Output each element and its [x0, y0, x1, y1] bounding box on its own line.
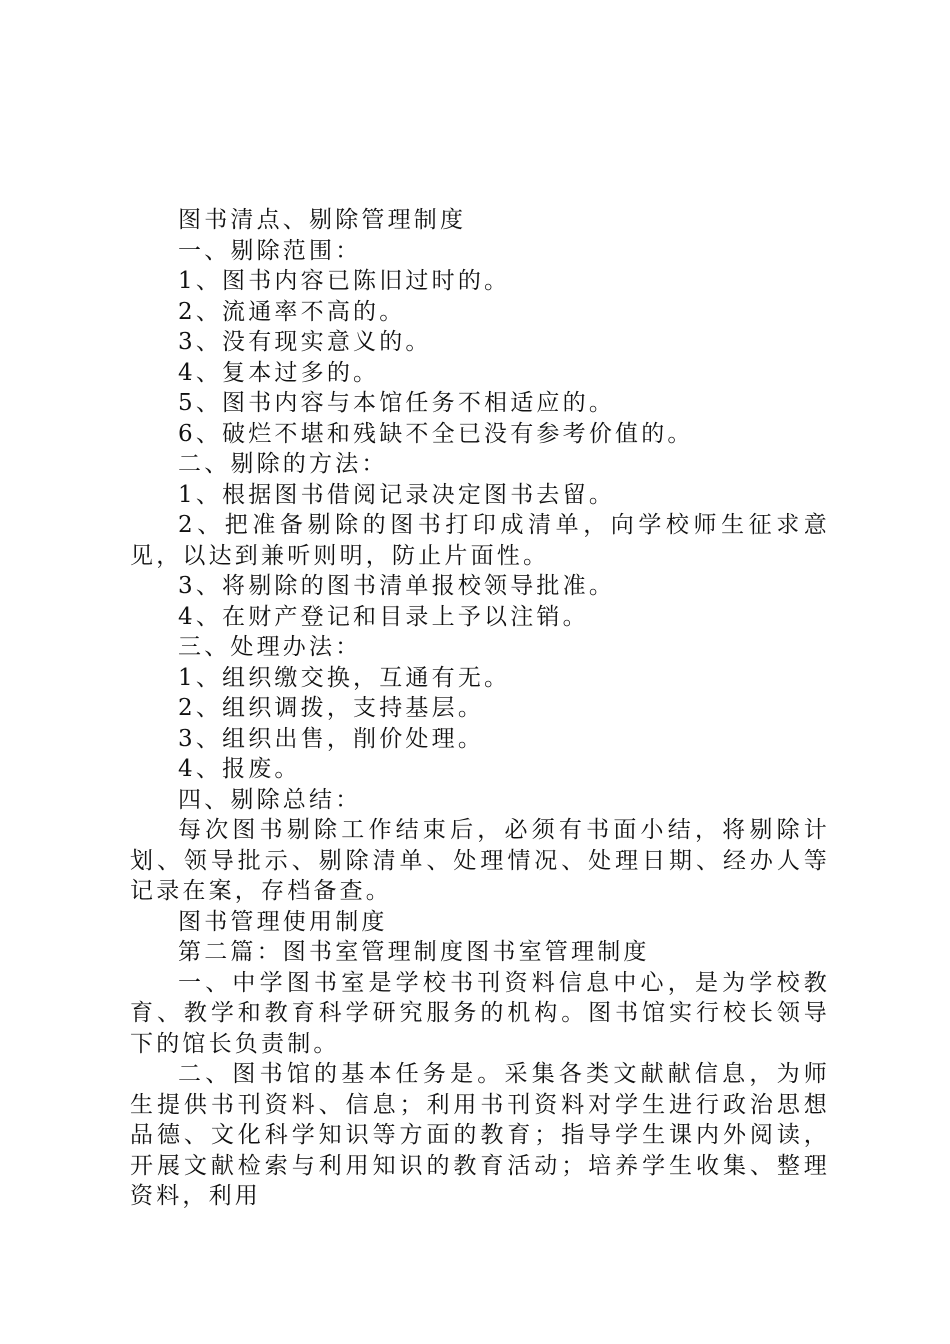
list-item: 2、流通率不高的。: [178, 298, 406, 325]
chapter-title: 第二篇：图书室管理制度图书室管理制度: [178, 939, 650, 965]
list-item: 4、复本过多的。: [178, 359, 380, 386]
list-item: 3、没有现实意义的。: [178, 329, 432, 355]
body-paragraph: 一、中学图书室是学校书刊资料信息中心，是为学校教育、教学和教育科学研究服务的机构。图书馆实行校长领导下的馆长负责制。: [130, 969, 830, 1057]
list-item: 1、根据图书借阅记录决定图书去留。: [178, 481, 616, 508]
body-paragraph: 二、图书馆的基本任务是。采集各类文献献信息，为师生提供书刊资料、信息；利用书刊资料对学生进行政治思想品德、文化科学知识等方面的教育；指导学生课内外阅读，开展文献检索与利用知识的教育活动；培养学生收集、整理资料，利用: [130, 1061, 830, 1209]
list-item: 1、图书内容已陈旧过时的。: [178, 268, 511, 294]
list-item: 6、破烂不堪和残缺不全已没有参考价值的。: [178, 420, 694, 447]
list-item: 4、报废。: [178, 756, 301, 782]
list-item: 2、组织调拨，支持基层。: [178, 695, 485, 721]
section-heading-method: 二、剔除的方法：: [178, 451, 388, 477]
document-page: [130, 205, 830, 1212]
section-heading-scope: 一、剔除范围：: [178, 237, 362, 264]
document-title: 图书清点、剔除管理制度: [178, 207, 467, 233]
section-heading-handling: 三、处理办法：: [178, 634, 362, 660]
list-item: 5、图书内容与本馆任务不相适应的。: [178, 390, 616, 416]
section-heading-summary: 四、剔除总结：: [178, 786, 362, 813]
summary-paragraph: 每次图书剔除工作结束后，必须有书面小结，将剔除计划、领导批示、剔除清单、处理情况、处理日期、经办人等记录在案，存档备查。: [130, 817, 830, 904]
document-subtitle: 图书管理使用制度: [178, 908, 388, 935]
list-item: 3、组织出售，削价处理。: [178, 725, 485, 752]
list-item: 3、将剔除的图书清单报校领导批准。: [178, 573, 616, 599]
list-item: 4、在财产登记和目录上予以注销。: [178, 603, 589, 630]
list-item: 1、组织缴交换，互通有无。: [178, 664, 511, 691]
list-item: 2、把准备剔除的图书打印成清单，向学校师生征求意见，以达到兼听则明，防止片面性。: [130, 512, 830, 569]
